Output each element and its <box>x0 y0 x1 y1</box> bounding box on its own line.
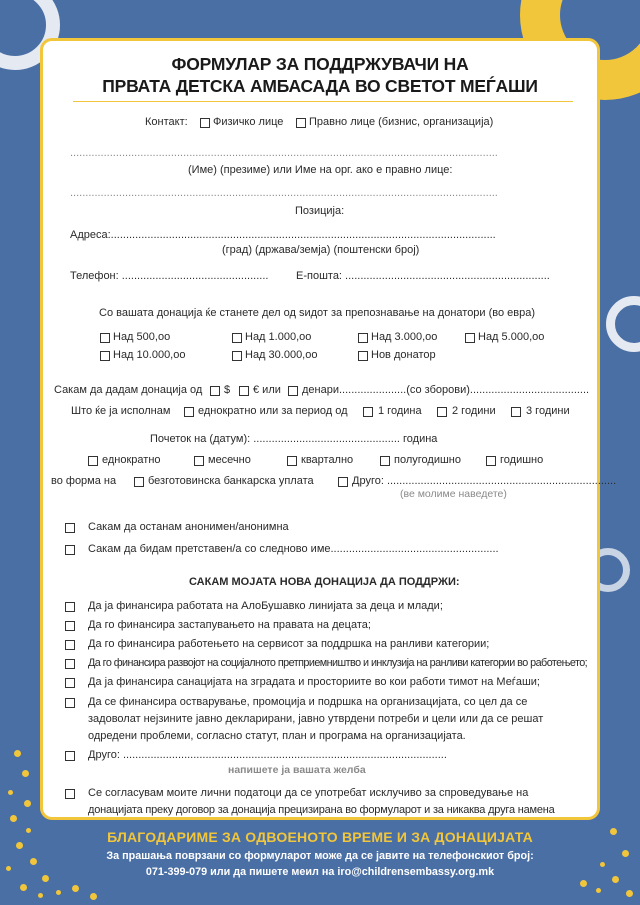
one-year-label: 1 година <box>378 405 422 417</box>
support-item-building: Да ја финансира санацијата на зградата и просториите во кои работи тимот на Меѓаши; <box>88 676 540 688</box>
amount-3000-label: Над 3.000,оо <box>371 331 438 343</box>
anonymous-label: Сакам да останам анонимен/анонимна <box>88 521 289 533</box>
freq-annual-label: годишно <box>500 454 544 466</box>
checkbox-once-or-period[interactable] <box>184 407 194 417</box>
checkbox-represent[interactable] <box>65 545 75 555</box>
new-donor-label: Нов донатор <box>371 349 436 361</box>
eur-label: € или <box>253 384 281 396</box>
support-item-organization-line2: задоволат нејзините јавно декларирани, јавно утврдени потреби и цели или да се решат <box>88 713 544 725</box>
checkbox-consent[interactable] <box>65 789 75 799</box>
amount-10000-label: Над 10.000,оо <box>113 349 186 361</box>
checkbox-3-years[interactable] <box>511 407 521 417</box>
name-field-line[interactable]: ............................................................................................................................................ <box>70 147 498 159</box>
phone-field[interactable]: Телефон: ................................................ <box>70 270 269 282</box>
contact-individual-label: Физичко лице <box>213 116 284 128</box>
mkd-amount-field[interactable]: денари......................(со зборови)....................................... <box>302 384 590 396</box>
support-item-social-enterprise: Да го финансира развојот на социјалното претприемништво и инклузија на ранливи категории во работењето; <box>88 657 588 669</box>
checkbox-support-organization[interactable] <box>65 698 75 708</box>
position-label: Позиција: <box>295 205 345 217</box>
name-caption: (Име) (презиме) или Име на орг. ако е правно лице: <box>188 164 453 176</box>
support-item-service: Да го финансира работењето на сервисот за поддршка на ранливи категории; <box>88 638 490 650</box>
form-title-line1: ФОРМУЛАР ЗА ПОДДРЖУВАЧИ НА <box>171 54 469 74</box>
support-other-field[interactable]: Друго: .......................................................................................................... <box>88 749 447 761</box>
checkbox-support-building[interactable] <box>65 678 75 688</box>
checkbox-other-form[interactable] <box>338 477 348 487</box>
checkbox-1-year[interactable] <box>363 407 373 417</box>
checkbox-support-helpline[interactable] <box>65 602 75 612</box>
amount-1000-label: Над 1.000,оо <box>245 331 312 343</box>
once-or-period-label: еднократно или за период од <box>198 405 348 417</box>
consent-line1: Се согласувам моите лични податоци да се употребат исклучиво за спроведување на <box>88 787 529 799</box>
checkbox-amount-30000[interactable] <box>232 351 242 361</box>
white-ring-decoration <box>606 296 640 352</box>
give-label: Сакам да дадам донација од <box>54 384 203 396</box>
freq-monthly-label: месечно <box>208 454 251 466</box>
freq-quarterly-label: квартално <box>301 454 354 466</box>
freq-semiannual-label: полугодишно <box>394 454 461 466</box>
support-heading: САКАМ МОЈАТА НОВА ДОНАЦИЈА ДА ПОДДРЖИ: <box>189 576 460 588</box>
contact-legal-label: Правно лице (бизнис, организација) <box>309 116 494 128</box>
checkbox-anonymous[interactable] <box>65 523 75 533</box>
support-other-hint: напишете ја вашата желба <box>228 764 366 776</box>
checkbox-eur[interactable] <box>239 386 249 396</box>
usd-label: $ <box>224 384 231 396</box>
footer-thanks: БЛАГОДАРИМЕ ЗА ОДВОЕНОТО ВРЕМЕ И ЗА ДОНАЦИЈАТА <box>107 829 533 845</box>
checkbox-support-service[interactable] <box>65 640 75 650</box>
checkbox-legal-entity[interactable] <box>296 118 306 128</box>
position-field-line[interactable]: ............................................................................................................................................ <box>70 187 498 199</box>
checkbox-amount-3000[interactable] <box>358 333 368 343</box>
checkbox-support-advocacy[interactable] <box>65 621 75 631</box>
checkbox-support-other[interactable] <box>65 751 75 761</box>
support-item-advocacy: Да го финансира застапувањето на правата на децата; <box>88 619 371 631</box>
checkbox-support-social-enterprise[interactable] <box>65 659 75 669</box>
freq-once-label: еднократно <box>102 454 161 466</box>
checkbox-usd[interactable] <box>210 386 220 396</box>
email-field[interactable]: Е-пошта: ................................................................... <box>296 270 550 282</box>
amount-30000-label: Над 30.000,оо <box>245 349 318 361</box>
start-date-field[interactable]: Почеток на (датум): ................................................ година <box>150 433 438 445</box>
checkbox-freq-monthly[interactable] <box>194 456 204 466</box>
amount-500-label: Над 500,оо <box>113 331 171 343</box>
footer-contact: 071-399-079 или да пишете меил на iro@childrensembassy.org.mk <box>145 866 495 878</box>
checkbox-cashless[interactable] <box>134 477 144 487</box>
address-field[interactable]: Адреса:.............................................................................................................................. <box>70 229 496 241</box>
three-years-label: 3 години <box>526 405 570 417</box>
form-of-label: во форма на <box>51 475 117 487</box>
checkbox-amount-10000[interactable] <box>100 351 110 361</box>
other-form-field[interactable]: Друго: ........................................................................... <box>352 475 617 487</box>
represent-name-field[interactable]: Сакам да бидам претставен/а со следново име....................................................... <box>88 543 499 555</box>
support-item-helpline: Да ја финансира работата на АлоБушавко линијата за деца и млади; <box>88 600 443 612</box>
checkbox-2-years[interactable] <box>437 407 447 417</box>
address-caption: (град) (држава/земја) (поштенски број) <box>222 244 420 256</box>
checkbox-amount-500[interactable] <box>100 333 110 343</box>
other-form-hint: (ве молиме наведете) <box>400 488 507 500</box>
footer-phone-info: За прашања поврзани со формуларот може да се јавите на телефонскиот број: <box>106 850 534 862</box>
cashless-label: безготовинска банкарска уплата <box>148 475 314 487</box>
amount-5000-label: Над 5.000,оо <box>478 331 545 343</box>
checkbox-freq-once[interactable] <box>88 456 98 466</box>
checkbox-freq-semiannual[interactable] <box>380 456 390 466</box>
form-card <box>40 38 617 820</box>
fulfill-label: Што ќе ја исполнам <box>71 405 171 417</box>
checkbox-individual[interactable] <box>200 118 210 128</box>
donation-intro: Со вашата донација ќе станете дел од ѕидот за препознавање на донатори (во евра) <box>99 307 536 319</box>
checkbox-freq-quarterly[interactable] <box>287 456 297 466</box>
checkbox-new-donor[interactable] <box>358 351 368 361</box>
checkbox-freq-annual[interactable] <box>486 456 496 466</box>
two-years-label: 2 години <box>452 405 496 417</box>
consent-line2: донацијата преку договор за донација прецизирана во формуларот и за никаква друга намена <box>88 804 555 816</box>
form-title-line2: ПРВАТА ДЕТСКА АМБАСАДА ВО СВЕТОТ МЕЃАШИ <box>102 76 538 96</box>
title-divider <box>73 101 573 102</box>
checkbox-amount-1000[interactable] <box>232 333 242 343</box>
checkbox-amount-5000[interactable] <box>465 333 475 343</box>
contact-label: Контакт: <box>145 116 188 128</box>
checkbox-mkd[interactable] <box>288 386 298 396</box>
support-item-organization-line3: одредени проблеми, согласно статут, план и програма на организацијата. <box>88 730 466 742</box>
support-item-organization-line1: Да се финансира остварување, промоција и подршка на организацијата, со цел да се <box>88 696 528 708</box>
